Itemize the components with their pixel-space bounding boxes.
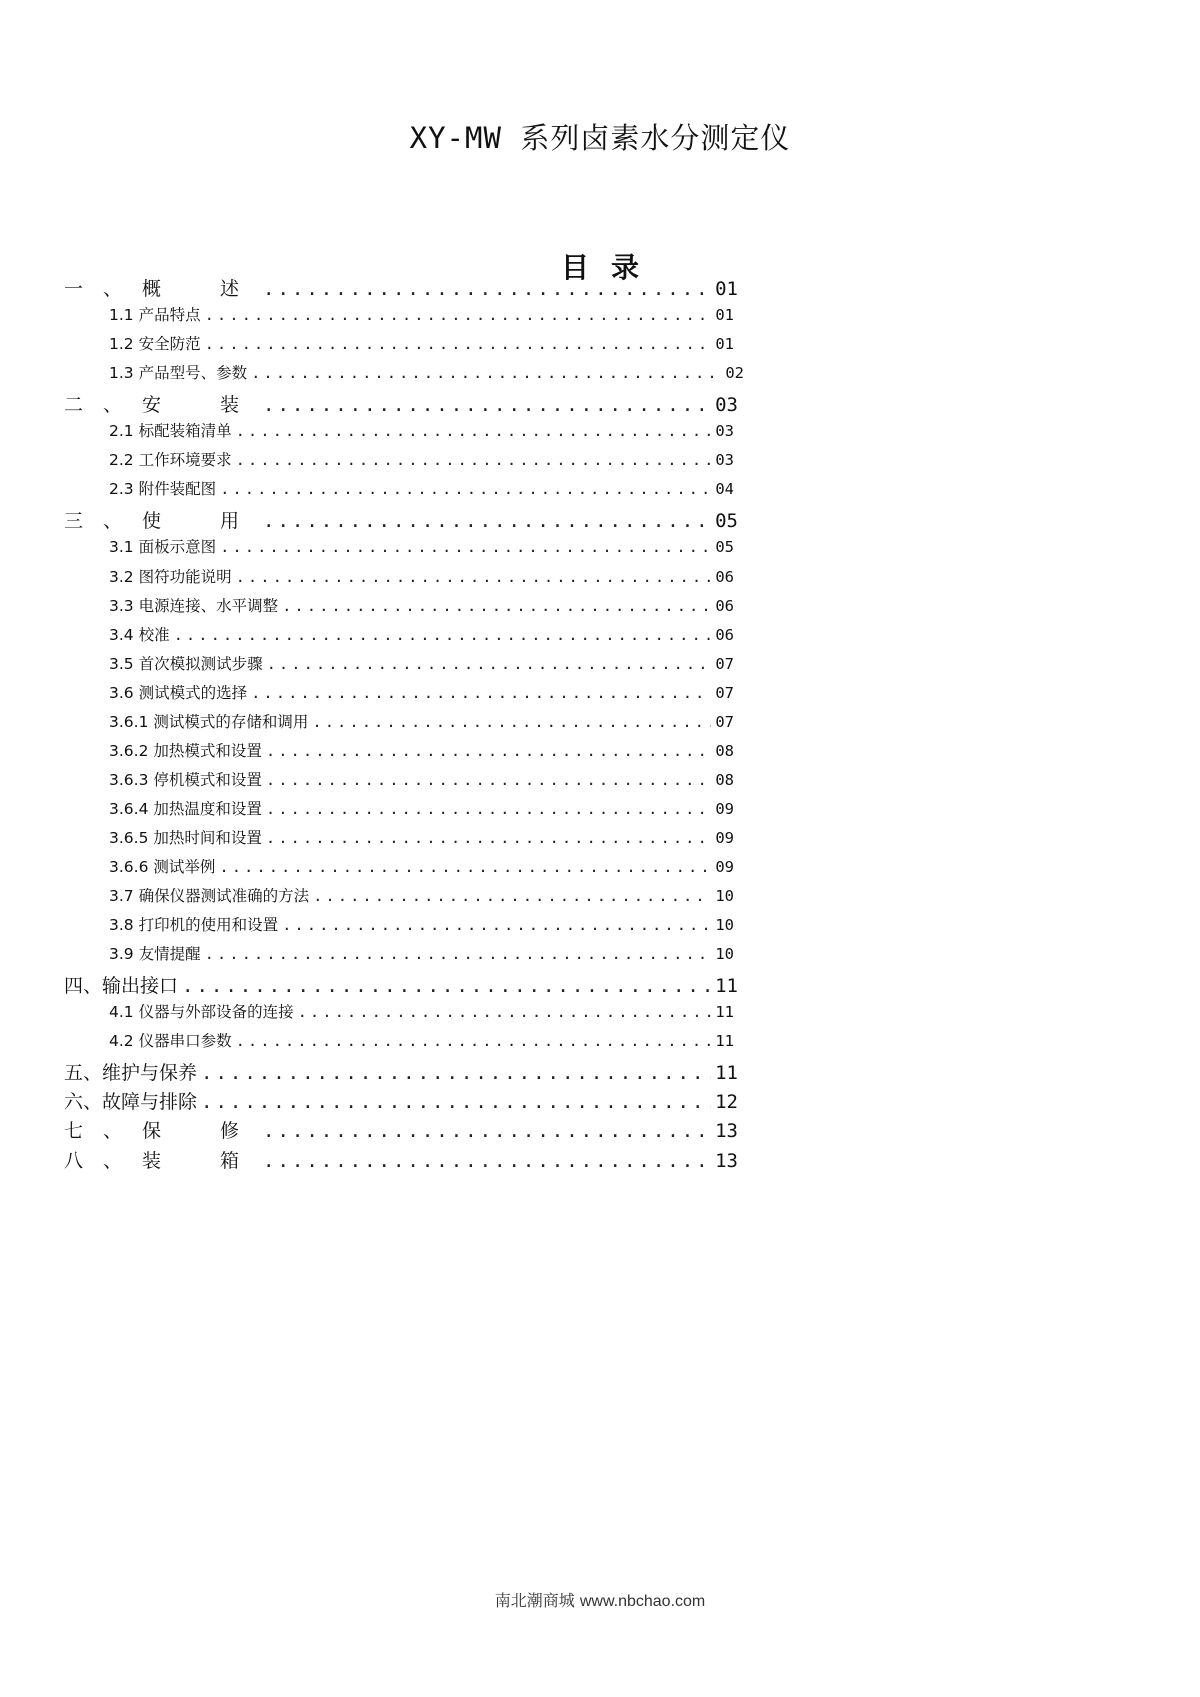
toc-section-entry[interactable] [109, 419, 734, 443]
toc-entry-label: 3.3 电源连接、水平调整 [109, 596, 279, 615]
toc-entry-label: 1.2 安全防范 [109, 335, 201, 354]
toc-section-entry[interactable] [109, 652, 734, 676]
toc-dot-leader [236, 422, 712, 440]
toc-entry-label: 3.5 首次模拟测试步骤 [109, 654, 263, 673]
toc-section-entry[interactable] [109, 942, 734, 966]
toc-entry-page-number: 06 [715, 596, 734, 615]
toc-section-entry[interactable] [109, 623, 734, 647]
toc-entry-label: 3.6.3 停机模式和设置 [109, 770, 262, 789]
toc-entry-label: 3.2 图符功能说明 [109, 567, 232, 586]
toc-dot-leader [266, 742, 711, 760]
toc-entry-page-number: 11 [715, 1062, 738, 1085]
toc-section-entry[interactable] [109, 855, 734, 879]
toc-entry-label: 3.7 确保仪器测试准确的方法 [109, 887, 310, 906]
toc-entry-label: 六、故障与排除 [64, 1091, 198, 1114]
toc-heading: 目录 [560, 251, 661, 284]
toc-chapter-entry[interactable] [64, 274, 738, 302]
toc-dot-leader [263, 510, 711, 532]
toc-section-entry[interactable] [109, 1029, 734, 1053]
toc-section-entry[interactable] [109, 594, 734, 618]
toc-entry-page-number: 06 [715, 625, 734, 644]
toc-section-entry[interactable] [109, 565, 734, 589]
toc-section-entry[interactable] [109, 884, 734, 908]
footer-url[interactable]: www.nbchao.com [579, 1593, 706, 1610]
toc-dot-leader [201, 1062, 711, 1084]
toc-chapter-entry[interactable] [64, 1146, 738, 1174]
toc-dot-leader [220, 480, 711, 498]
toc-dot-leader [182, 975, 711, 997]
toc-entry-label: 二、安 装 [64, 394, 260, 417]
toc-section-entry[interactable] [109, 797, 734, 821]
toc-section-entry[interactable] [109, 710, 734, 734]
toc-entry-label: 4.2 仪器串口参数 [109, 1032, 232, 1051]
toc-section-entry[interactable] [109, 1000, 734, 1024]
toc-entry-page-number: 10 [715, 916, 734, 935]
toc-chapter-entry[interactable] [64, 971, 738, 999]
toc-entry-page-number: 08 [715, 770, 734, 789]
toc-entry-label: 2.2 工作环境要求 [109, 451, 232, 470]
toc-dot-leader [263, 394, 711, 416]
toc-entry-label: 3.6.2 加热模式和设置 [109, 741, 262, 760]
toc-dot-leader [282, 597, 711, 615]
toc-entry-label: 1.3 产品型号、参数 [109, 364, 248, 383]
toc-entry-label: 3.6.4 加热温度和设置 [109, 799, 262, 818]
toc-entry-label: 3.6.1 测试模式的存储和调用 [109, 712, 309, 731]
toc-entry-label: 3.8 打印机的使用和设置 [109, 916, 279, 935]
toc-dot-leader [236, 451, 712, 469]
toc-dot-leader [220, 538, 711, 556]
toc-entry-page-number: 01 [715, 335, 734, 354]
toc-dot-leader [263, 278, 711, 300]
toc-section-entry[interactable] [109, 681, 734, 705]
toc-section-entry[interactable] [109, 739, 734, 763]
toc-chapter-entry[interactable] [64, 506, 738, 534]
toc-dot-leader [251, 684, 711, 702]
toc-dot-leader [263, 1120, 711, 1142]
toc-entry-label: 3.1 面板示意图 [109, 538, 217, 557]
toc-entry-label: 1.1 产品特点 [109, 306, 201, 325]
toc-entry-page-number: 06 [715, 567, 734, 586]
toc-entry-page-number: 04 [715, 480, 734, 499]
toc-dot-leader [205, 306, 712, 324]
toc-dot-leader [312, 713, 711, 731]
toc-entry-page-number: 09 [715, 799, 734, 818]
toc-chapter-entry[interactable] [64, 1058, 738, 1086]
toc-entry-page-number: 07 [715, 654, 734, 673]
toc-dot-leader [263, 1150, 711, 1172]
toc-dot-leader [205, 945, 712, 963]
toc-section-entry[interactable] [109, 477, 734, 501]
toc-entry-page-number: 01 [715, 278, 738, 300]
toc-dot-leader [251, 364, 721, 382]
toc-section-entry[interactable] [109, 361, 744, 385]
toc-dot-leader [266, 800, 711, 818]
toc-entry-label: 3.4 校准 [109, 625, 170, 644]
footer-site-name: 南北潮商城 [494, 1591, 575, 1610]
toc-dot-leader [266, 829, 711, 847]
toc-entry-page-number: 11 [715, 1003, 734, 1022]
toc-entry-page-number: 10 [715, 887, 734, 906]
toc-chapter-entry[interactable] [64, 1087, 738, 1115]
toc-section-entry[interactable] [109, 332, 734, 356]
toc-entry-label: 七、保 修 [64, 1120, 260, 1143]
toc-entry-label: 3.6.6 测试举例 [109, 858, 216, 876]
toc-section-entry[interactable] [109, 448, 734, 472]
toc-entry-page-number: 07 [715, 683, 734, 702]
page-footer [0, 1588, 1200, 1611]
toc-dot-leader [205, 335, 712, 353]
toc-section-entry[interactable] [109, 535, 734, 559]
toc-entry-page-number: 02 [725, 364, 744, 383]
toc-dot-leader [267, 655, 712, 673]
toc-dot-leader [201, 1091, 711, 1113]
toc-entry-page-number: 10 [715, 945, 734, 964]
toc-section-entry[interactable] [109, 913, 734, 937]
toc-entry-page-number: 13 [715, 1120, 738, 1143]
toc-entry-label: 3.6.5 加热时间和设置 [109, 828, 262, 847]
toc-entry-page-number: 03 [715, 451, 734, 470]
toc-entry-page-number: 05 [715, 510, 738, 533]
toc-dot-leader [298, 1003, 712, 1021]
toc-entry-label: 一、概 述 [64, 278, 260, 300]
toc-entry-page-number: 03 [715, 422, 734, 441]
toc-section-entry[interactable] [109, 768, 734, 792]
toc-entry-page-number: 03 [715, 394, 738, 417]
toc-entry-page-number: 09 [715, 828, 734, 847]
toc-entry-label: 八、装 箱 [64, 1149, 260, 1172]
toc-entry-label: 2.3 附件装配图 [109, 480, 217, 499]
toc-dot-leader [236, 568, 712, 586]
toc-entry-label: 4.1 仪器与外部设备的连接 [109, 1003, 294, 1022]
toc-dot-leader [282, 916, 711, 934]
toc-entry-page-number: 08 [715, 741, 734, 760]
toc-section-entry[interactable] [109, 303, 734, 327]
toc-entry-label: 3.9 友情提醒 [109, 945, 201, 964]
toc-chapter-entry[interactable] [64, 390, 738, 418]
toc-dot-leader [236, 1032, 712, 1050]
toc-entry-page-number: 09 [715, 858, 734, 876]
document-title: XY-MW 系列卤素水分测定仪 [409, 121, 791, 155]
toc-entry-label: 四、输出接口 [64, 975, 179, 998]
toc-entry-page-number: 11 [715, 1032, 734, 1051]
toc-entry-page-number: 13 [715, 1149, 738, 1172]
toc-entry-page-number: 01 [715, 306, 734, 325]
toc-dot-leader [174, 626, 712, 644]
toc-dot-leader [219, 858, 711, 876]
toc-entry-page-number: 07 [715, 712, 734, 731]
toc-dot-leader [266, 771, 711, 789]
toc-entry-label: 三、使 用 [64, 510, 260, 533]
toc-entry-label: 五、维护与保养 [64, 1062, 198, 1085]
toc-chapter-entry[interactable] [64, 1116, 738, 1144]
toc-dot-leader [313, 887, 711, 905]
toc-entry-page-number: 05 [715, 538, 734, 557]
toc-section-entry[interactable] [109, 826, 734, 850]
toc-entry-label: 3.6 测试模式的选择 [109, 683, 248, 702]
toc-entry-page-number: 11 [715, 975, 738, 998]
toc-entry-page-number: 12 [715, 1091, 738, 1114]
toc-entry-label: 2.1 标配装箱清单 [109, 422, 232, 441]
